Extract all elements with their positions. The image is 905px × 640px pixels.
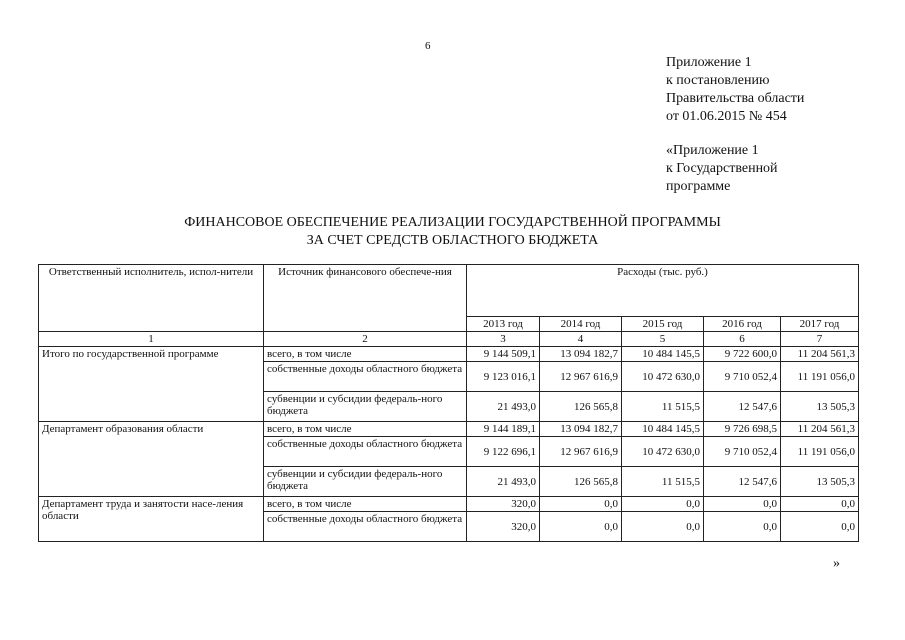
column-number: 1	[39, 332, 264, 347]
appendix-line: Приложение 1	[666, 55, 752, 70]
year-header: 2014 год	[540, 317, 622, 332]
value-cell: 12 967 616,9	[540, 362, 622, 392]
value-cell: 0,0	[704, 512, 781, 542]
source-cell: всего, в том числе	[264, 347, 467, 362]
appendix-line: Правительства области	[666, 91, 805, 106]
value-cell: 10 484 145,5	[622, 422, 704, 437]
value-cell: 11 191 056,0	[781, 437, 859, 467]
value-cell: 11 515,5	[622, 467, 704, 497]
column-number: 3	[467, 332, 540, 347]
value-cell: 0,0	[622, 497, 704, 512]
column-number: 7	[781, 332, 859, 347]
executor-cell: Итого по государственной программе	[39, 347, 264, 422]
header-expenses: Расходы (тыс. руб.)	[467, 265, 859, 317]
value-cell: 0,0	[540, 497, 622, 512]
appendix-line: к постановлению	[666, 73, 770, 88]
source-cell: субвенции и субсидии федераль-ного бюджета	[264, 467, 467, 497]
appendix-program-line: «Приложение 1	[666, 143, 759, 158]
value-cell: 0,0	[781, 497, 859, 512]
source-cell: собственные доходы областного бюджета	[264, 437, 467, 467]
value-cell: 9 710 052,4	[704, 437, 781, 467]
table-row	[39, 347, 859, 362]
column-number: 2	[264, 332, 467, 347]
value-cell: 9 122 696,1	[467, 437, 540, 467]
column-number: 4	[540, 332, 622, 347]
value-cell: 21 493,0	[467, 392, 540, 422]
appendix-program-line: программе	[666, 179, 731, 194]
closing-quote: »	[833, 556, 840, 571]
year-header: 2015 год	[622, 317, 704, 332]
value-cell: 11 204 561,3	[781, 422, 859, 437]
value-cell: 9 144 189,1	[467, 422, 540, 437]
source-cell: всего, в том числе	[264, 497, 467, 512]
header-source: Источник финансового обеспече-ния	[264, 265, 467, 332]
column-number: 6	[704, 332, 781, 347]
value-cell: 126 565,8	[540, 392, 622, 422]
executor-cell: Департамент образования области	[39, 422, 264, 497]
value-cell: 10 472 630,0	[622, 437, 704, 467]
value-cell: 126 565,8	[540, 467, 622, 497]
value-cell: 10 484 145,5	[622, 347, 704, 362]
value-cell: 21 493,0	[467, 467, 540, 497]
year-header: 2013 год	[467, 317, 540, 332]
value-cell: 0,0	[704, 497, 781, 512]
value-cell: 13 505,3	[781, 392, 859, 422]
value-cell: 11 515,5	[622, 392, 704, 422]
value-cell: 13 094 182,7	[540, 347, 622, 362]
value-cell: 0,0	[540, 512, 622, 542]
value-cell: 0,0	[781, 512, 859, 542]
source-cell: собственные доходы областного бюджета	[264, 362, 467, 392]
value-cell: 10 472 630,0	[622, 362, 704, 392]
source-cell: субвенции и субсидии федераль-ного бюджета	[264, 392, 467, 422]
value-cell: 9 722 600,0	[704, 347, 781, 362]
value-cell: 12 547,6	[704, 467, 781, 497]
year-header: 2016 год	[704, 317, 781, 332]
source-cell: всего, в том числе	[264, 422, 467, 437]
appendix-line: от 01.06.2015 № 454	[666, 109, 787, 124]
value-cell: 12 547,6	[704, 392, 781, 422]
financing-table	[38, 264, 859, 542]
title-line: ЗА СЧЕТ СРЕДСТВ ОБЛАСТНОГО БЮДЖЕТА	[306, 233, 599, 248]
value-cell: 11 204 561,3	[781, 347, 859, 362]
value-cell: 320,0	[467, 512, 540, 542]
value-cell: 9 144 509,1	[467, 347, 540, 362]
column-number: 5	[622, 332, 704, 347]
table-row	[39, 497, 859, 512]
value-cell: 320,0	[467, 497, 540, 512]
value-cell: 9 123 016,1	[467, 362, 540, 392]
executor-cell: Департамент труда и занятости насе-ления области	[39, 497, 264, 542]
title-line: ФИНАНСОВОЕ ОБЕСПЕЧЕНИЕ РЕАЛИЗАЦИИ ГОСУДАРСТВЕННОЙ ПРОГРАММЫ	[184, 215, 721, 230]
value-cell: 9 726 698,5	[704, 422, 781, 437]
appendix-program-block	[666, 142, 778, 196]
value-cell: 9 710 052,4	[704, 362, 781, 392]
page-number: 6	[425, 40, 431, 52]
header-executor: Ответственный исполнитель, испол-нители	[39, 265, 264, 332]
year-header: 2017 год	[781, 317, 859, 332]
value-cell: 12 967 616,9	[540, 437, 622, 467]
document-title	[0, 214, 905, 250]
value-cell: 11 191 056,0	[781, 362, 859, 392]
table-row	[39, 422, 859, 437]
value-cell: 13 094 182,7	[540, 422, 622, 437]
value-cell: 0,0	[622, 512, 704, 542]
appendix-program-line: к Государственной	[666, 161, 778, 176]
source-cell: собственные доходы областного бюджета	[264, 512, 467, 542]
appendix-block	[666, 54, 804, 126]
value-cell: 13 505,3	[781, 467, 859, 497]
